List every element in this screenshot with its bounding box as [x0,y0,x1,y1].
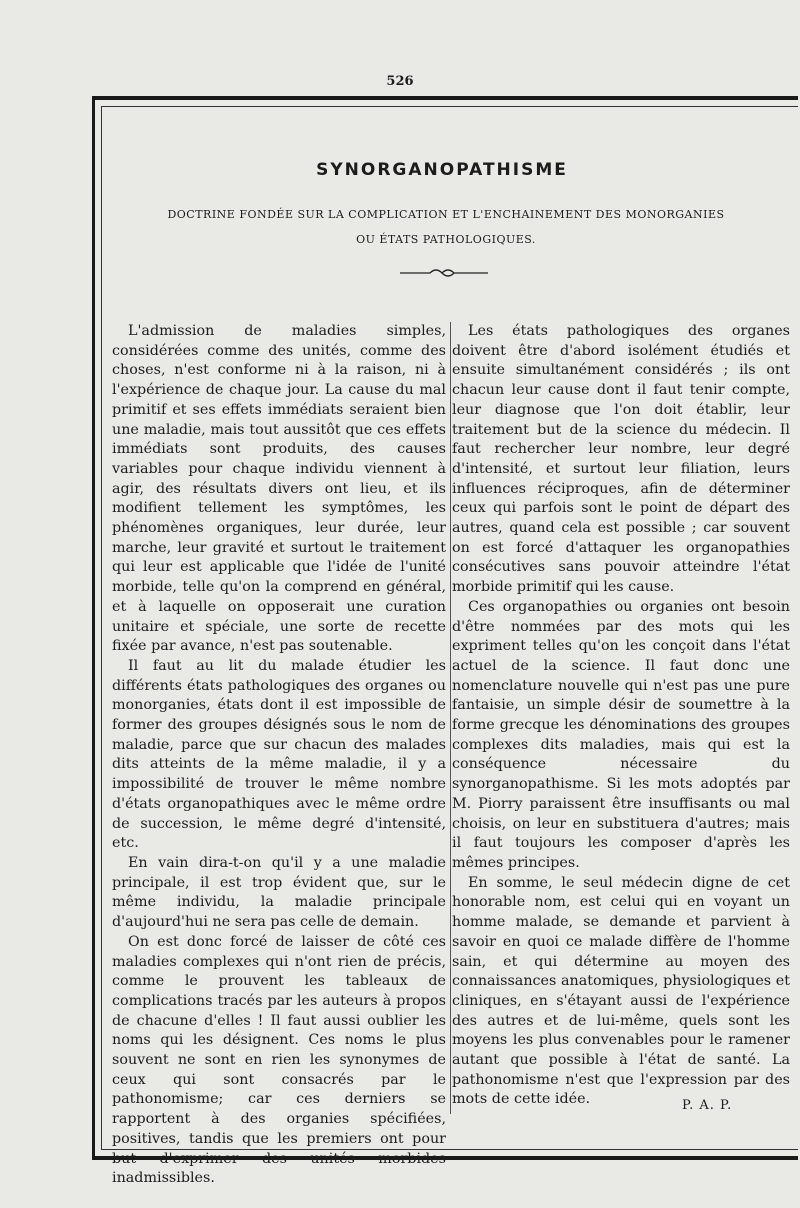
article-subtitle [96,202,796,252]
right-column [452,322,790,1110]
left-column [112,322,446,1189]
paragraph: Ces organopathies ou organies ont besoin d'être nommées par des mots qui les expriment telles qu'on les conçoit dans l'état actuel de la science. Il faut donc une nomenclature nouvelle qui n'est pas une pure fantaisie, un simple désir de soumettre à la forme grecque les dénominations des groupes complexes dits maladies, mais qui est la conséquence nécessaire du synorganopathisme. Si les mots adoptés par M. Piorry paraissent être insuffisants ou mal choisis, on leur en substituera d'autres; mais il faut toujours les composer d'après les mêmes principes. [452,598,790,871]
column-divider [450,322,451,1114]
page-number: 526 [386,74,414,89]
paragraph: On est donc forcé de laisser de côté ces maladies complexes qui n'ont rien de précis, comme le prouvent les tableaux de complications tracés par les auteurs à propos de chacune d'elles ! Il faut aussi oublier les noms qui les désignent. Ces noms le plus souvent ne sont en rien les synonymes de ceux qui sont consacrés par le pathonomisme; car ces derniers se rapportent à des organies spécifiées, positives, tandis que les premiers ont pour but d'exprimer des unités morbides inadmissibles. [112,933,446,1187]
paragraph: Il faut au lit du malade étudier les différents états pathologiques des organes ou monorganies, états dont il est impossible de former des groupes désignés sous le nom de maladie, parce que sur chacun des malades dits atteints de la même maladie, il y a impossibilité de trouver le même nombre d'états organopathiques avec le même ordre de succession, le même degré d'intensité, etc. [112,657,446,852]
paragraph: Les états pathologiques des organes doivent être d'abord isolément étudiés et ensuite simultanément considérés ; ils ont chacun leur cause dont il faut tenir compte, leur diagnose que l'on doit établir, leur traitement but de la science du médecin. Il faut rechercher leur nombre, leur degré d'intensité, et surtout leur filiation, leurs influences réciproques, afin de déterminer ceux qui parfois sont le point de départ des autres, quand cela est possible ; car souvent on est forcé d'attaquer les organopathies consécutives sans pouvoir atteindre l'état morbide primitif qui les cause. [452,323,790,596]
paragraph: En somme, le seul médecin digne de cet honorable nom, est celui qui en voyant un homme malade, se demande et parvient à savoir en quoi ce malade diffère de l'homme sain, et qui détermine au moyen des connaissances anatomiques, physiologiques et cliniques, en s'étayant aussi de l'expérience des autres et de lui-même, quels sont les moyens les plus convenables pour le ramener autant que possible à l'état de santé. La pathonomisme n'est que l'expression par des mots de cette idée. [452,874,790,1108]
subtitle-line-1: DOCTRINE FONDÉE SUR LA COMPLICATION ET L'ENCHAINEMENT DES MONORGANIES [167,208,725,221]
paragraph: En vain dira-t-on qu'il y a une maladie principale, il est trop évident que, sur le même individu, la maladie principale d'aujourd'hui ne sera pas celle de demain. [112,854,446,931]
ornament-divider-icon [400,268,488,278]
signature: P. A. P. [682,1098,733,1113]
article-title: SYNORGANOPATHISME [316,160,568,180]
subtitle-line-2: OU ÉTATS PATHOLOGIQUES. [356,233,536,246]
paragraph: L'admission de maladies simples, considérées comme des unités, comme des choses, n'est conforme ni à la raison, ni à l'expérience de chaque jour. La cause du mal primitif et ses effets immédiats seraient bien une maladie, mais tout aussitôt que ces effets immédiats sont produits, des causes variables pour chaque individu viennent à agir, des résultats divers ont lieu, et ils modifient tellement les symptômes, les phénomènes organiques, leur durée, leur marche, leur gravité et surtout le traitement qui leur est applicable que l'idée de l'unité morbide, telle qu'on la comprend en général, et à laquelle on opposerait une curation unitaire et spéciale, une sorte de recette fixée par avance, n'est pas soutenable. [112,323,446,655]
